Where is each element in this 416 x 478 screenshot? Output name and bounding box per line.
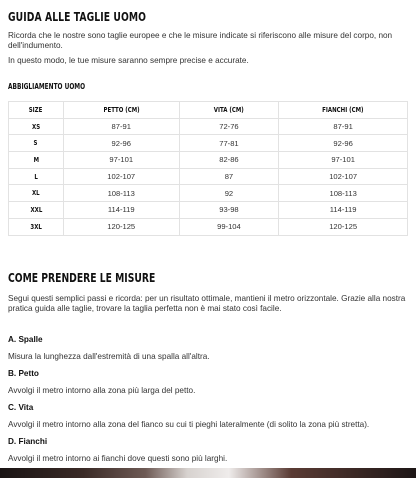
how-to-measure-title: COME PRENDERE LE MISURE bbox=[8, 270, 156, 285]
size-table bbox=[8, 101, 408, 236]
section-text-hips: Avvolgi il metro intorno ai fianchi dove questi sono più larghi. bbox=[8, 454, 228, 463]
table-cell: 108-113 bbox=[63, 185, 179, 202]
section-heading-chest: B. Petto bbox=[8, 369, 39, 378]
table-cell: 120-125 bbox=[63, 218, 179, 235]
table-cell: 102-107 bbox=[279, 168, 408, 185]
column-header: VITA (CM) bbox=[179, 102, 279, 119]
section-heading-shoulders: A. Spalle bbox=[8, 335, 43, 344]
section-subtitle: ABBIGLIAMENTO UOMO bbox=[8, 82, 86, 91]
table-cell: 108-113 bbox=[279, 185, 408, 202]
table-cell: 87-91 bbox=[279, 118, 408, 135]
table-row bbox=[9, 185, 408, 202]
page-title: GUIDA ALLE TAGLIE UOMO bbox=[8, 9, 147, 24]
table-row bbox=[9, 118, 408, 135]
size-cell: 3XL bbox=[9, 218, 64, 235]
table-cell: 114-119 bbox=[63, 202, 179, 219]
table-row bbox=[9, 152, 408, 169]
table-row bbox=[9, 135, 408, 152]
size-cell: S bbox=[9, 135, 64, 152]
table-cell: 97-101 bbox=[63, 152, 179, 169]
table-cell: 82-86 bbox=[179, 152, 279, 169]
size-cell: XL bbox=[9, 185, 64, 202]
table-cell: 93-98 bbox=[179, 202, 279, 219]
table-cell: 114-119 bbox=[279, 202, 408, 219]
model-photo bbox=[0, 468, 416, 478]
table-row bbox=[9, 202, 408, 219]
intro-paragraph: Ricorda che le nostre sono taglie europee e che le misure indicate si riferiscono alle misure del corpo, non dell'indumento. bbox=[8, 31, 393, 50]
section-heading-waist: C. Vita bbox=[8, 403, 34, 412]
table-cell: 77-81 bbox=[179, 135, 279, 152]
table-cell: 87-91 bbox=[63, 118, 179, 135]
table-cell: 92 bbox=[179, 185, 279, 202]
how-to-measure-intro: Segui questi semplici passi e ricorda: per un risultato ottimale, mantieni il metro orizzontale. Grazie alla nostra pratica guida alle taglie, trovare la taglia perfetta non è mai stato così facile. bbox=[8, 294, 406, 313]
table-cell: 102-107 bbox=[63, 168, 179, 185]
size-cell: M bbox=[9, 152, 64, 169]
table-cell: 120-125 bbox=[279, 218, 408, 235]
table-cell: 92-96 bbox=[279, 135, 408, 152]
table-row bbox=[9, 168, 408, 185]
table-cell: 99-104 bbox=[179, 218, 279, 235]
section-text-waist: Avvolgi il metro intorno alla zona del fianco su cui ti pieghi lateralmente (di solito la zona più stretta). bbox=[8, 420, 370, 429]
section-text-shoulders: Misura la lunghezza dall'estremità di una spalla all'altra. bbox=[8, 352, 210, 361]
column-header: SIZE bbox=[9, 102, 64, 119]
column-header: FIANCHI (CM) bbox=[279, 102, 408, 119]
size-cell: XS bbox=[9, 118, 64, 135]
table-cell: 97-101 bbox=[279, 152, 408, 169]
section-heading-hips: D. Fianchi bbox=[8, 437, 48, 446]
intro-note: In questo modo, le tue misure saranno sempre precise e accurate. bbox=[8, 56, 249, 65]
table-cell: 92-96 bbox=[63, 135, 179, 152]
section-text-chest: Avvolgi il metro intorno alla zona più larga del petto. bbox=[8, 386, 196, 395]
table-cell: 87 bbox=[179, 168, 279, 185]
table-cell: 72-76 bbox=[179, 118, 279, 135]
table-row bbox=[9, 218, 408, 235]
size-cell: XXL bbox=[9, 202, 64, 219]
table-header-row bbox=[9, 102, 408, 119]
column-header: PETTO (CM) bbox=[63, 102, 179, 119]
size-cell: L bbox=[9, 168, 64, 185]
